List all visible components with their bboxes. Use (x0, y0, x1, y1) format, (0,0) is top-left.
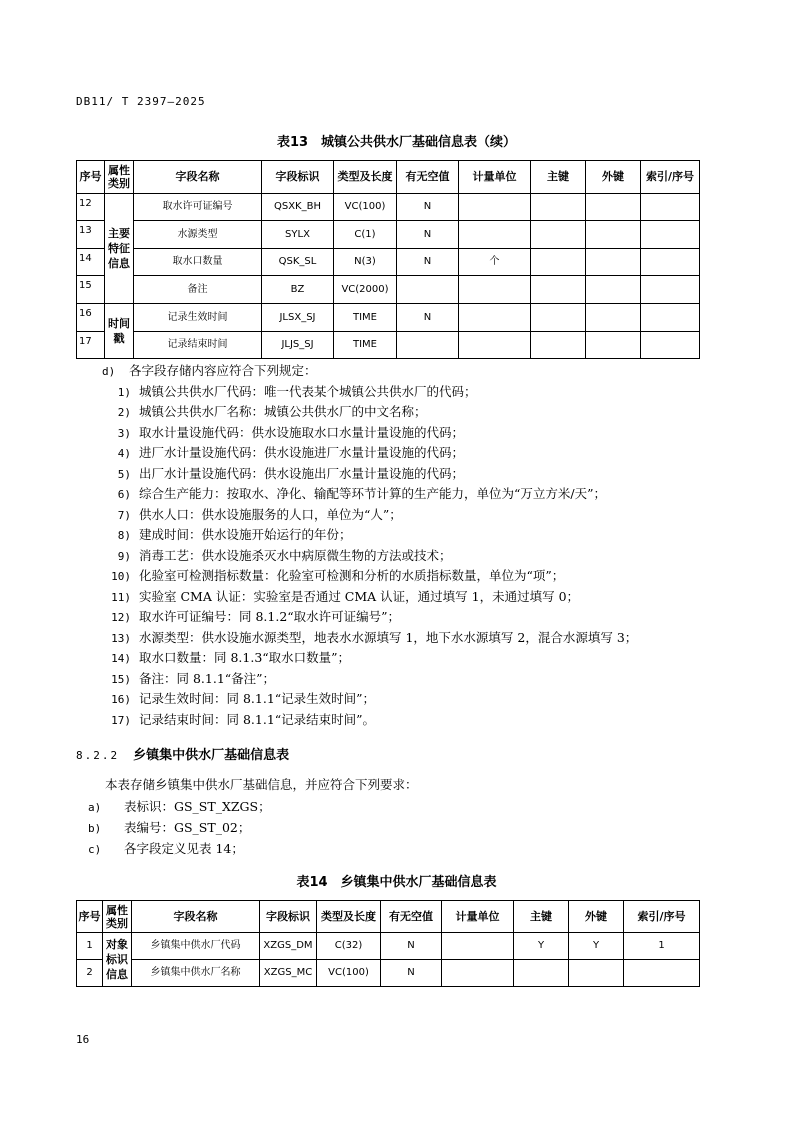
table14-header-row (77, 901, 700, 933)
row-number: 1 (77, 933, 103, 960)
field-name: 乡镇集中供水厂代码 (132, 933, 260, 960)
list-marker: d) (102, 365, 116, 378)
section-intro: 本表存储乡镇集中供水厂基础信息，并应符合下列要求： (105, 777, 418, 792)
table13-header-row (77, 161, 700, 194)
field-id: JLJS_SJ (262, 332, 334, 359)
list-text: 水源类型：供水设施水源类型，地表水水源填写 1，地下水水源填写 2，混合水源填写 3； (139, 629, 638, 645)
list-text: 消毒工艺：供水设施杀灭水中病原微生物的方法或技术； (139, 547, 452, 563)
list-item (105, 607, 725, 628)
field-nullable: N (397, 249, 459, 276)
table13-caption: 表13 城镇公共供水厂基础信息表（续） (276, 135, 517, 150)
table-row (77, 276, 700, 304)
section-number: 8.2.2 (76, 749, 120, 762)
requirement-item (88, 818, 250, 836)
field-pk (531, 249, 586, 276)
field-fk (586, 249, 641, 276)
requirement-text: 各字段定义见表 14； (124, 841, 244, 856)
field-unit: 个 (459, 249, 531, 276)
header-cell: 有无空值 (397, 161, 459, 194)
header-cell: 类型及长度 (334, 161, 397, 194)
requirement-text: 表编号：GS_ST_02； (124, 820, 251, 835)
header-cell: 主键 (531, 161, 586, 194)
field-pk (531, 332, 586, 359)
header-cell: 字段标识 (260, 901, 317, 933)
field-unit (442, 960, 514, 987)
field-nullable: N (397, 304, 459, 332)
list-text: 城镇公共供水厂代码：唯一代表某个城镇公共供水厂的代码； (139, 383, 477, 399)
row-number: 14 (77, 249, 105, 276)
field-nullable: N (397, 221, 459, 249)
field-fk (586, 194, 641, 221)
field-index (641, 332, 700, 359)
row-number: 15 (77, 276, 105, 304)
table14 (76, 900, 700, 987)
header-cell: 属性类别 (103, 901, 132, 933)
row-number: 12 (77, 194, 105, 221)
field-unit (459, 194, 531, 221)
field-nullable: N (381, 960, 442, 987)
field-index (641, 304, 700, 332)
list-item (105, 505, 725, 526)
field-name: 备注 (134, 276, 262, 304)
field-type: TIME (334, 304, 397, 332)
list-item (105, 669, 725, 690)
list-intro (102, 361, 725, 382)
list-item (105, 566, 725, 587)
page-number: 16 (76, 1033, 90, 1046)
group-label-object-identity: 对象标识信息 (103, 933, 132, 987)
list-item (105, 689, 725, 710)
header-cell: 有无空值 (381, 901, 442, 933)
section-title: 乡镇集中供水厂基础信息表 (133, 748, 290, 763)
list-text: 建成时间：供水设施开始运行的年份； (139, 527, 352, 542)
list-number: 3) (117, 426, 131, 440)
field-fk (586, 221, 641, 249)
list-number: 9) (117, 549, 131, 563)
list-text: 各字段存储内容应符合下列规定： (129, 363, 317, 378)
header-cell: 外键 (586, 161, 641, 194)
list-item (105, 484, 725, 505)
field-unit (459, 276, 531, 304)
list-text: 供水人口：供水设施服务的人口，单位为“人”； (139, 506, 402, 522)
row-number: 2 (77, 960, 103, 987)
list-text: 记录结束时间：同 8.1.1“记录结束时间”。 (139, 711, 376, 727)
field-nullable: N (381, 933, 442, 960)
list-text: 进厂水计量设施代码：供水设施进厂水量计量设施的代码； (139, 445, 465, 460)
field-index (641, 276, 700, 304)
list-item (105, 423, 725, 444)
field-name: 取水许可证编号 (134, 194, 262, 221)
table13 (76, 160, 700, 359)
list-item (105, 710, 725, 731)
field-name: 记录结束时间 (134, 332, 262, 359)
header-cell: 字段标识 (262, 161, 334, 194)
list-item (105, 525, 725, 546)
field-index (641, 249, 700, 276)
requirement-item (88, 839, 244, 857)
list-item (105, 402, 725, 423)
field-pk (531, 304, 586, 332)
list-text: 化验室可检测指标数量：化验室可检测和分析的水质指标数量，单位为“项”； (139, 568, 565, 583)
list-text: 备注：同 8.1.1“备注”； (139, 670, 276, 686)
row-number: 13 (77, 221, 105, 249)
list-text: 综合生产能力：按取水、净化、输配等环节计算的生产能力，单位为“万立方米/天”； (139, 486, 606, 501)
list-number: 8) (117, 529, 131, 542)
list-text: 取水计量设施代码：供水设施取水口水量计量设施的代码； (139, 424, 465, 440)
field-unit (459, 221, 531, 249)
field-type: N(3) (334, 249, 397, 276)
requirement-item (88, 797, 271, 815)
table-row (77, 249, 700, 276)
requirement-text: 表标识：GS_ST_XZGS； (124, 799, 271, 814)
list-number: 17) (111, 713, 131, 727)
field-name: 记录生效时间 (134, 304, 262, 332)
list-item (105, 587, 725, 608)
field-id: QSXK_BH (262, 194, 334, 221)
list-number: 14) (111, 652, 131, 665)
list-text: 记录生效时间：同 8.1.1“记录生效时间”； (139, 691, 376, 706)
field-fk (586, 332, 641, 359)
field-id: SYLX (262, 221, 334, 249)
header-cell: 索引/序号 (624, 901, 700, 933)
list-item (105, 648, 725, 669)
field-fk (586, 304, 641, 332)
table-row (77, 960, 700, 987)
field-type: TIME (334, 332, 397, 359)
table-row (77, 221, 700, 249)
field-name: 水源类型 (134, 221, 262, 249)
list-number: 16) (111, 693, 131, 706)
list-text: 实验室 CMA 认证：实验室是否通过 CMA 认证，通过填写 1，未通过填写 0； (139, 588, 580, 604)
group-label-main-features: 主要特征信息 (105, 194, 134, 304)
header-cell: 序号 (77, 161, 105, 194)
field-fk (586, 276, 641, 304)
list-number: 4) (117, 447, 131, 460)
requirement-marker: c) (88, 843, 102, 856)
field-id: XZGS_MC (260, 960, 317, 987)
field-id: JLSX_SJ (262, 304, 334, 332)
row-number: 16 (77, 304, 105, 332)
list-text: 取水许可证编号：同 8.1.2“取水许可证编号”； (139, 609, 401, 624)
field-pk (531, 221, 586, 249)
field-type: VC(100) (317, 960, 381, 987)
field-fk (569, 960, 624, 987)
header-cell: 计量单位 (442, 901, 514, 933)
row-number: 17 (77, 332, 105, 359)
field-index (641, 221, 700, 249)
list-item (105, 382, 725, 403)
field-index: 1 (624, 933, 700, 960)
header-cell: 主键 (514, 901, 569, 933)
header-cell: 属性类别 (105, 161, 134, 194)
table-row (77, 194, 700, 221)
list-number: 5) (117, 467, 131, 481)
group-label-timestamp: 时间戳 (105, 304, 134, 359)
field-nullable: N (397, 194, 459, 221)
list-text: 出厂水计量设施代码：供水设施出厂水量计量设施的代码； (139, 465, 465, 481)
field-unit (442, 933, 514, 960)
header-cell: 字段名称 (132, 901, 260, 933)
list-text: 取水口数量：同 8.1.3“取水口数量”； (139, 650, 351, 665)
field-index (641, 194, 700, 221)
field-id: QSK_SL (262, 249, 334, 276)
field-pk (531, 276, 586, 304)
table-row (77, 304, 700, 332)
list-number: 11) (111, 590, 131, 604)
field-id: BZ (262, 276, 334, 304)
field-id: XZGS_DM (260, 933, 317, 960)
field-pk (514, 960, 569, 987)
field-rules-list (102, 361, 725, 730)
list-text: 城镇公共供水厂名称：城镇公共供水厂的中文名称； (139, 404, 427, 419)
list-number: 12) (111, 611, 131, 624)
field-fk: Y (569, 933, 624, 960)
field-unit (459, 304, 531, 332)
header-cell: 外键 (569, 901, 624, 933)
field-nullable (397, 276, 459, 304)
list-number: 6) (117, 488, 131, 501)
field-pk (531, 194, 586, 221)
list-item (105, 628, 725, 649)
list-number: 1) (117, 385, 131, 399)
table-row (77, 933, 700, 960)
requirement-marker: b) (88, 822, 102, 835)
list-number: 13) (111, 631, 131, 645)
list-item (105, 443, 725, 464)
field-type: C(32) (317, 933, 381, 960)
header-cell: 序号 (77, 901, 103, 933)
field-nullable (397, 332, 459, 359)
requirement-marker: a) (88, 801, 102, 814)
document-header: DB11/ T 2397—2025 (76, 95, 206, 108)
list-number: 15) (111, 672, 131, 686)
list-number: 7) (117, 508, 131, 522)
field-type: C(1) (334, 221, 397, 249)
field-type: VC(2000) (334, 276, 397, 304)
list-item (105, 546, 725, 567)
field-index (624, 960, 700, 987)
header-cell: 字段名称 (134, 161, 262, 194)
list-item (105, 464, 725, 485)
field-pk: Y (514, 933, 569, 960)
list-number: 2) (117, 406, 131, 419)
field-unit (459, 332, 531, 359)
field-name: 取水口数量 (134, 249, 262, 276)
section-heading (76, 744, 289, 763)
header-cell: 类型及长度 (317, 901, 381, 933)
list-number: 10) (111, 570, 131, 583)
table-row (77, 332, 700, 359)
field-name: 乡镇集中供水厂名称 (132, 960, 260, 987)
field-type: VC(100) (334, 194, 397, 221)
header-cell: 索引/序号 (641, 161, 700, 194)
table14-caption: 表14 乡镇集中供水厂基础信息表 (296, 875, 497, 890)
header-cell: 计量单位 (459, 161, 531, 194)
